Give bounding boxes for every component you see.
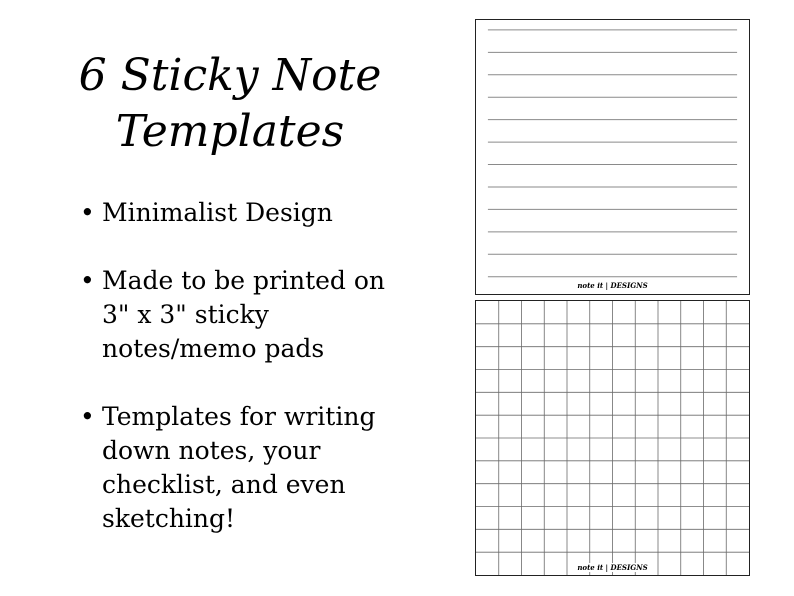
lined-note-template bbox=[475, 19, 750, 295]
title-line-1: 6 Sticky Note bbox=[78, 50, 382, 101]
bullet-icon: • bbox=[80, 402, 95, 431]
lined-pattern bbox=[476, 20, 749, 294]
lined-note-footer: note it | DESIGNS bbox=[577, 281, 648, 290]
feature-item bbox=[76, 400, 406, 536]
grid-note-footer-text: note it | DESIGNS bbox=[577, 563, 648, 572]
feature-list bbox=[76, 196, 406, 570]
bullet-icon: • bbox=[80, 198, 95, 227]
feature-text: Templates for writing down notes, your checklist, and even sketching! bbox=[102, 402, 376, 533]
feature-item bbox=[76, 264, 406, 366]
feature-text: Made to be printed on 3" x 3" sticky notes/memo pads bbox=[102, 266, 386, 363]
feature-text: Minimalist Design bbox=[102, 198, 333, 227]
grid-note-template bbox=[475, 300, 750, 576]
grid-pattern bbox=[476, 301, 749, 575]
page-title bbox=[40, 48, 420, 160]
bullet-icon: • bbox=[80, 266, 95, 295]
grid-note-footer bbox=[476, 563, 749, 572]
title-line-2: Templates bbox=[115, 106, 345, 157]
feature-item bbox=[76, 196, 406, 230]
